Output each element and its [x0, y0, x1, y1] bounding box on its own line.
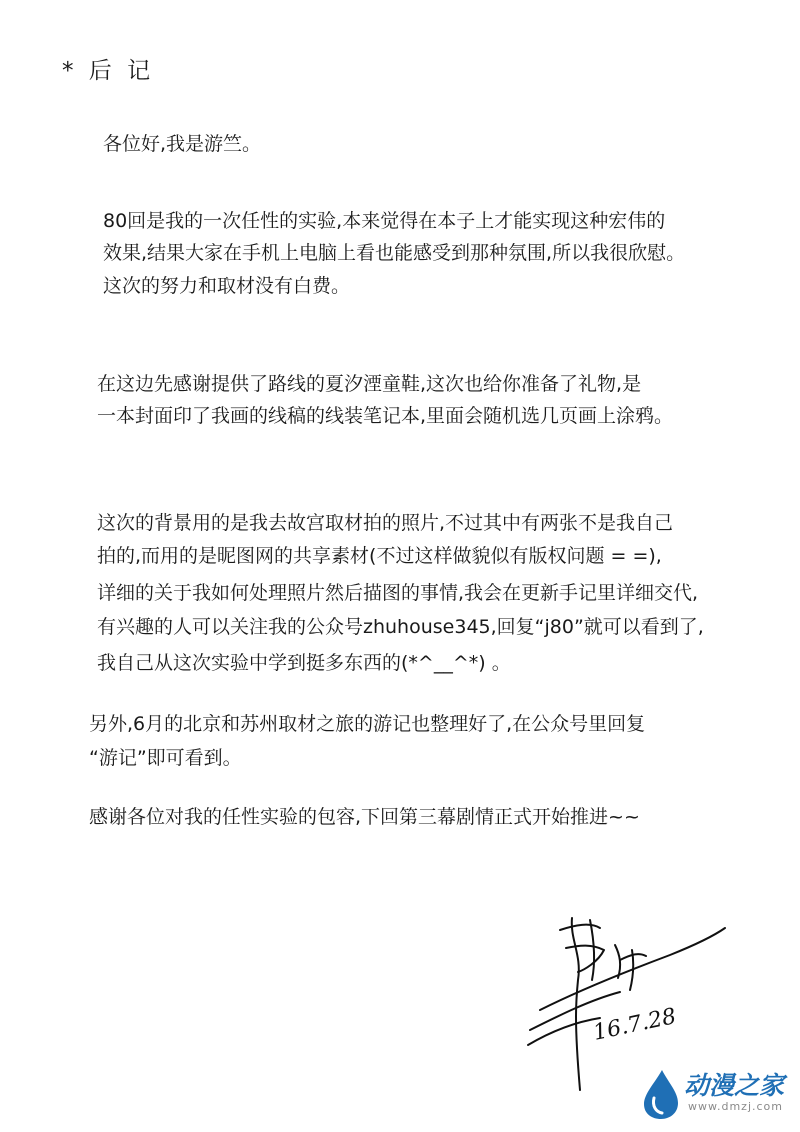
text-line: 这次的背景用的是我去故宫取材拍的照片,不过其中有两张不是我自己	[97, 512, 674, 534]
watermark-logo	[640, 1060, 795, 1126]
text-line: 我自己从这次实验中学到挺多东西的(*^__^*) 。	[97, 652, 511, 674]
watermark-url: www.dmzj.com	[688, 1100, 783, 1113]
text-line: 有兴趣的人可以关注我的公众号zhuhouse345,回复“j80”就可以看到了,	[97, 616, 704, 638]
text-line: 这次的努力和取材没有白费。	[103, 275, 351, 297]
text-line: 80回是我的一次任性的实验,本来觉得在本子上才能实现这种宏伟的	[103, 210, 666, 232]
text-line: 另外,6月的北京和苏州取材之旅的游记也整理好了,在公众号里回复	[89, 713, 646, 735]
page-title: * 后 记	[62, 58, 155, 84]
text-line: 在这边先感谢提供了路线的夏汐湮童鞋,这次也给你准备了礼物,是	[97, 373, 642, 395]
text-line: 详细的关于我如何处理照片然后描图的事情,我会在更新手记里详细交代,	[97, 582, 699, 604]
text-line: 拍的,而用的是昵图网的共享素材(不过这样做貌似有版权问题 = =),	[97, 545, 662, 567]
text-line: 感谢各位对我的任性实验的包容,下回第三幕剧情正式开始推进~~	[89, 806, 640, 828]
signature-date: 16.7.28	[591, 1003, 679, 1046]
watermark-title: 动漫之家	[684, 1071, 785, 1100]
text-line: 各位好,我是游竺。	[103, 133, 262, 155]
water-drop-icon	[640, 1068, 682, 1120]
text-line: “游记”即可看到。	[89, 747, 242, 769]
text-line: 效果,结果大家在手机上电脑上看也能感受到那种氛围,所以我很欣慰。	[103, 242, 686, 264]
text-line: 一本封面印了我画的线稿的线装笔记本,里面会随机选几页画上涂鸦。	[97, 405, 674, 427]
